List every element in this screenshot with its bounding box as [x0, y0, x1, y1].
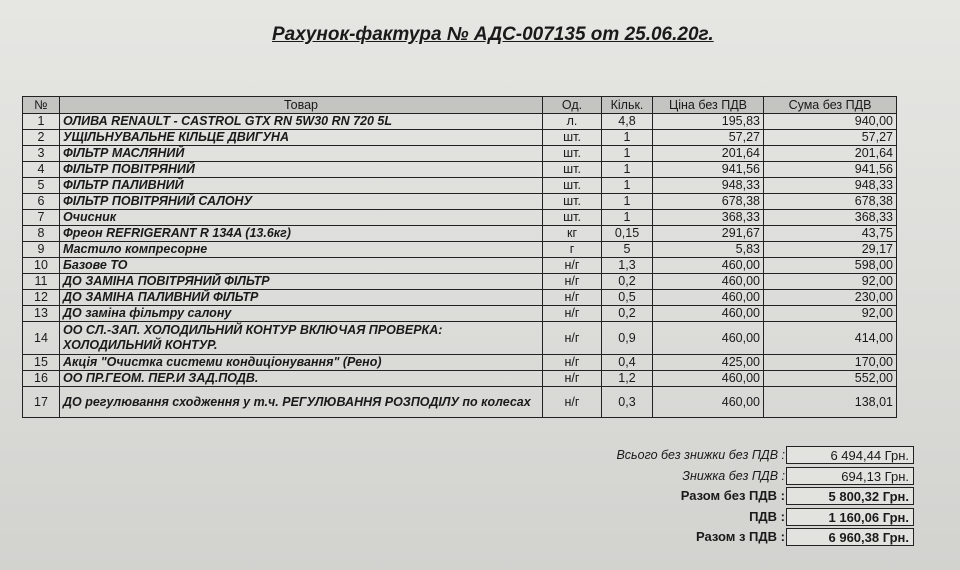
subtotal-row — [560, 446, 785, 464]
row-price: 460,00 — [653, 274, 764, 290]
row-no: 8 — [23, 226, 60, 242]
row-qty: 0,3 — [602, 387, 653, 418]
row-name: ФІЛЬТР ПАЛИВНИЙ — [60, 178, 543, 194]
row-sum: 678,38 — [764, 194, 897, 210]
row-unit: шт. — [543, 210, 602, 226]
row-qty: 1 — [602, 210, 653, 226]
row-qty: 0,2 — [602, 274, 653, 290]
row-sum: 29,17 — [764, 242, 897, 258]
row-name: ДО регулювання сходження у т.ч. РЕГУЛЮВАННЯ РОЗПОДІЛУ по колесах — [60, 387, 543, 418]
row-sum: 941,56 — [764, 162, 897, 178]
discount-label: Знижка без ПДВ : — [682, 469, 785, 483]
row-unit: н/г — [543, 258, 602, 274]
table-row — [23, 306, 897, 322]
discount-value: 694,13 Грн. — [786, 467, 914, 485]
row-qty: 1 — [602, 162, 653, 178]
vat-row — [560, 508, 785, 526]
row-sum: 92,00 — [764, 274, 897, 290]
row-sum: 230,00 — [764, 290, 897, 306]
row-unit: н/г — [543, 322, 602, 355]
row-price: 460,00 — [653, 306, 764, 322]
row-unit: шт. — [543, 146, 602, 162]
row-sum: 948,33 — [764, 178, 897, 194]
row-no: 9 — [23, 242, 60, 258]
row-sum: 414,00 — [764, 322, 897, 355]
table-row — [23, 178, 897, 194]
row-no: 10 — [23, 258, 60, 274]
row-no: 17 — [23, 387, 60, 418]
gross-total-label: Разом з ПДВ : — [695, 529, 785, 544]
net-total-row — [560, 487, 785, 505]
row-no: 3 — [23, 146, 60, 162]
row-name: ДО ЗАМІНА ПАЛИВНИЙ ФІЛЬТР — [60, 290, 543, 306]
row-sum: 598,00 — [764, 258, 897, 274]
net-total-label: Разом без ПДВ : — [680, 488, 785, 503]
row-name: Фреон REFRIGERANT R 134A (13.6кг) — [60, 226, 543, 242]
row-name: Акція "Очистка системи кондиціонування" (Рено) — [60, 355, 543, 371]
row-unit: л. — [543, 114, 602, 130]
row-name: Базове ТО — [60, 258, 543, 274]
col-header-price: Ціна без ПДВ — [653, 97, 764, 114]
table-row — [23, 258, 897, 274]
row-no: 12 — [23, 290, 60, 306]
subtotal-value: 6 494,44 Грн. — [786, 446, 914, 464]
discount-row — [560, 467, 785, 485]
row-no: 15 — [23, 355, 60, 371]
col-header-no: № — [23, 97, 60, 114]
table-row — [23, 355, 897, 371]
col-header-name: Товар — [60, 97, 543, 114]
row-sum: 57,27 — [764, 130, 897, 146]
vat-value: 1 160,06 Грн. — [786, 508, 914, 526]
row-name: ДО заміна фільтру салону — [60, 306, 543, 322]
row-name: ФІЛЬТР МАСЛЯНИЙ — [60, 146, 543, 162]
table-row — [23, 114, 897, 130]
row-no: 4 — [23, 162, 60, 178]
row-unit: шт. — [543, 178, 602, 194]
row-price: 5,83 — [653, 242, 764, 258]
row-unit: шт. — [543, 162, 602, 178]
row-qty: 1 — [602, 194, 653, 210]
row-name: Мастило компресорне — [60, 242, 543, 258]
subtotal-label: Всього без знижки без ПДВ : — [616, 448, 785, 462]
row-unit: г — [543, 242, 602, 258]
row-qty: 0,15 — [602, 226, 653, 242]
gross-total-row — [560, 528, 785, 546]
row-name: Очисник — [60, 210, 543, 226]
row-qty: 1,3 — [602, 258, 653, 274]
table-header-row — [23, 97, 897, 114]
row-unit: н/г — [543, 306, 602, 322]
row-price: 291,67 — [653, 226, 764, 242]
row-price: 425,00 — [653, 355, 764, 371]
row-sum: 552,00 — [764, 371, 897, 387]
table-row — [23, 387, 897, 418]
row-price: 460,00 — [653, 322, 764, 355]
table-row — [23, 290, 897, 306]
row-name: УЩІЛЬНУВАЛЬНЕ КІЛЬЦЕ ДВИГУНА — [60, 130, 543, 146]
row-no: 2 — [23, 130, 60, 146]
row-unit: н/г — [543, 355, 602, 371]
row-qty: 0,5 — [602, 290, 653, 306]
table-row — [23, 210, 897, 226]
row-no: 7 — [23, 210, 60, 226]
col-header-qty: Кільк. — [602, 97, 653, 114]
row-no: 16 — [23, 371, 60, 387]
table-row — [23, 274, 897, 290]
row-qty: 1 — [602, 178, 653, 194]
row-no: 6 — [23, 194, 60, 210]
row-sum: 368,33 — [764, 210, 897, 226]
row-unit: шт. — [543, 194, 602, 210]
row-unit: н/г — [543, 290, 602, 306]
table-row — [23, 371, 897, 387]
row-qty: 1,2 — [602, 371, 653, 387]
row-name: ФІЛЬТР ПОВІТРЯНИЙ — [60, 162, 543, 178]
table-row — [23, 194, 897, 210]
row-price: 948,33 — [653, 178, 764, 194]
row-no: 5 — [23, 178, 60, 194]
row-name: ОЛИВА RENAULT - CASTROL GTX RN 5W30 RN 720 5L — [60, 114, 543, 130]
row-unit: кг — [543, 226, 602, 242]
row-qty: 1 — [602, 146, 653, 162]
row-no: 11 — [23, 274, 60, 290]
row-name: ОО СЛ.-ЗАП. ХОЛОДИЛЬНИЙ КОНТУР ВКЛЮЧАЯ ПРОВЕРКА: ХОЛОДИЛЬНИЙ КОНТУР. — [60, 322, 543, 355]
table-row — [23, 322, 897, 355]
row-qty: 4,8 — [602, 114, 653, 130]
row-qty: 0,2 — [602, 306, 653, 322]
invoice-title: Рахунок-фактура № АДС-007135 от 25.06.20г. — [272, 24, 714, 45]
row-price: 460,00 — [653, 258, 764, 274]
row-price: 195,83 — [653, 114, 764, 130]
table-row — [23, 146, 897, 162]
row-name: ДО ЗАМІНА ПОВІТРЯНИЙ ФІЛЬТР — [60, 274, 543, 290]
row-unit: шт. — [543, 130, 602, 146]
row-sum: 43,75 — [764, 226, 897, 242]
invoice-rows — [23, 114, 897, 418]
row-price: 941,56 — [653, 162, 764, 178]
row-name: ФІЛЬТР ПОВІТРЯНИЙ САЛОНУ — [60, 194, 543, 210]
row-sum: 170,00 — [764, 355, 897, 371]
invoice-table — [22, 96, 897, 418]
row-no: 13 — [23, 306, 60, 322]
row-price: 201,64 — [653, 146, 764, 162]
row-name: ОО ПР.ГЕОМ. ПЕР.И ЗАД.ПОДВ. — [60, 371, 543, 387]
row-unit: н/г — [543, 387, 602, 418]
row-price: 460,00 — [653, 290, 764, 306]
row-qty: 5 — [602, 242, 653, 258]
table-row — [23, 162, 897, 178]
row-price: 368,33 — [653, 210, 764, 226]
gross-total-value: 6 960,38 Грн. — [786, 528, 914, 546]
row-sum: 201,64 — [764, 146, 897, 162]
row-qty: 1 — [602, 130, 653, 146]
row-qty: 0,9 — [602, 322, 653, 355]
table-row — [23, 242, 897, 258]
row-price: 460,00 — [653, 387, 764, 418]
vat-label: ПДВ : — [749, 509, 785, 524]
net-total-value: 5 800,32 Грн. — [786, 487, 914, 505]
row-no: 1 — [23, 114, 60, 130]
row-price: 678,38 — [653, 194, 764, 210]
row-unit: н/г — [543, 274, 602, 290]
row-price: 460,00 — [653, 371, 764, 387]
col-header-sum: Сума без ПДВ — [764, 97, 897, 114]
row-unit: н/г — [543, 371, 602, 387]
row-qty: 0,4 — [602, 355, 653, 371]
row-sum: 940,00 — [764, 114, 897, 130]
row-sum: 138,01 — [764, 387, 897, 418]
row-no: 14 — [23, 322, 60, 355]
table-row — [23, 130, 897, 146]
row-price: 57,27 — [653, 130, 764, 146]
row-sum: 92,00 — [764, 306, 897, 322]
table-row — [23, 226, 897, 242]
col-header-unit: Од. — [543, 97, 602, 114]
